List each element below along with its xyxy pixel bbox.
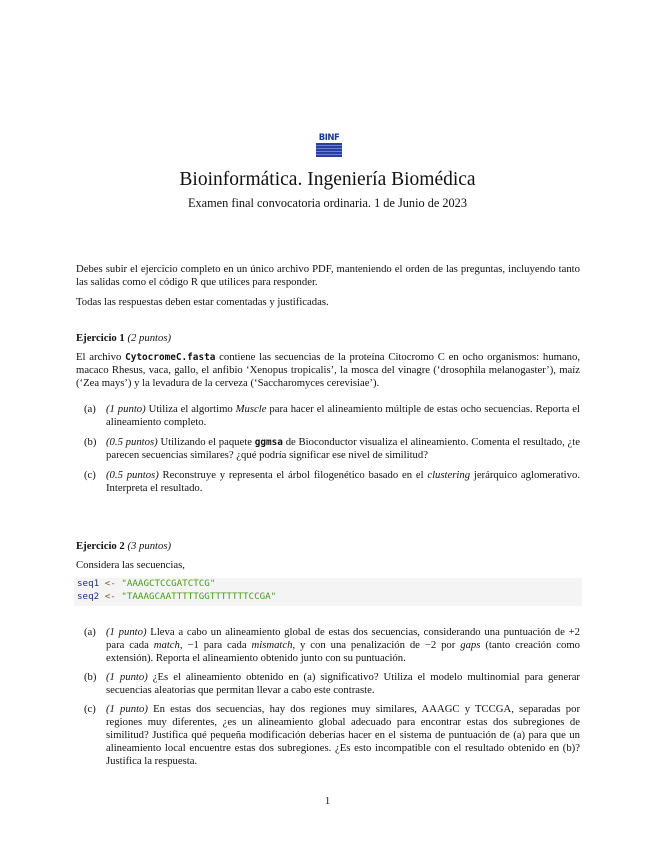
exercise-1-item-b: (b) (0.5 puntos) Utilizando el paquete ggmsa de Bioconductor visualiza el alineamiento. Comenta el resultado, ¿te parecen secuencias similares? ¿qué podría significar ese nivel de similitud? xyxy=(84,436,580,461)
bioinformatics-logo-icon xyxy=(316,133,342,157)
page-number: 1 xyxy=(324,795,331,807)
intro-paragraph-1: Debes subir el ejercicio completo en un único archivo PDF, manteniendo el orden de las preguntas, incluyendo tanto las salidas como el código R que utilices para responder. xyxy=(76,263,580,288)
code-line: seq2 <- "TAAAGCAATTTTTGGTTTTTTTCCGA" xyxy=(77,590,277,602)
exercise-1-points: (2 puntos) xyxy=(127,332,172,344)
document-subtitle: Examen final convocatoria ordinaria. 1 de Junio de 2023 xyxy=(188,196,467,210)
document-title: Bioinformática. Ingeniería Biomédica xyxy=(179,169,476,190)
intro-paragraph-2: Todas las respuestas deben estar comentadas y justificadas. xyxy=(76,296,329,308)
logo-bars xyxy=(316,143,342,157)
exercise-2-title: Ejercicio 2 xyxy=(76,540,125,552)
code-line: seq1 <- "AAAGCTCCGATCTCG" xyxy=(77,578,216,589)
r-code-block xyxy=(74,578,582,606)
exercise-2-points: (3 puntos) xyxy=(127,540,172,552)
exercise-2-heading xyxy=(76,540,580,553)
exercise-2-item-c: (c) (1 punto) En estas dos secuencias, hay dos regiones muy similares, AAAGC y TCCGA, separadas por regiones muy diferentes, ¿es un alineamiento global adecuado para encontrar estas dos subregiones de similitud? Justifica qué pequeña modificación deberías hacer en el sistema de puntuación de (a) para que un alineamiento local encuentre estas dos subregiones. ¿Es esto incompatible con el resultado obtenido en (b)? Justifica la respuesta. xyxy=(84,703,580,767)
exercise-1-heading xyxy=(76,332,580,345)
exercise-1-item-a: (a) (1 punto) Utiliza el algortimo Muscle para hacer el alineamiento múltiple de estas ocho secuencias. Reporta el alineamiento completo. xyxy=(84,403,580,428)
exercise-2-intro: Considera las secuencias, xyxy=(76,559,185,571)
exercise-2-item-a: (a) (1 punto) Lleva a cabo un alineamiento global de estas dos secuencias, considerando una puntuación de +2 para cada match, −1 para cada mismatch, y con una penalización de −2 por gaps (tanto creación como extensión). Reporta el alineamiento obtenido junto con su puntuación. xyxy=(84,626,581,664)
exercise-1-item-c: (c) (0.5 puntos) Reconstruye y representa el árbol filogenético basado en el clustering jerárquico aglomerativo. Interpreta el resultado. xyxy=(84,469,580,494)
exercise-1-title: Ejercicio 1 xyxy=(76,332,125,344)
exercise-2-item-b: (b) (1 punto) ¿Es el alineamiento obtenido en (a) significativo? Utiliza el modelo multinomial para generar secuencias aleatorias que permitan llevar a cabo este contraste. xyxy=(84,671,580,696)
fasta-filename: CytocromeC.fasta xyxy=(125,352,216,363)
exercise-1-intro: El archivo CytocromeC.fasta contiene las secuencias de la proteína Citocromo C en ocho organismos: humano, macaco Rhesus, vaca, gallo, el anfibio ‘Xenopus tropicalis’, la mosca del vinagre (‘drosophila melanogaster’), maíz (‘Zea mays’) y la levadura de la cerveza (‘Saccharomyces cerevisiae’). xyxy=(76,351,580,389)
package-name: ggmsa xyxy=(254,437,283,448)
logo-text: BINF xyxy=(318,133,340,143)
